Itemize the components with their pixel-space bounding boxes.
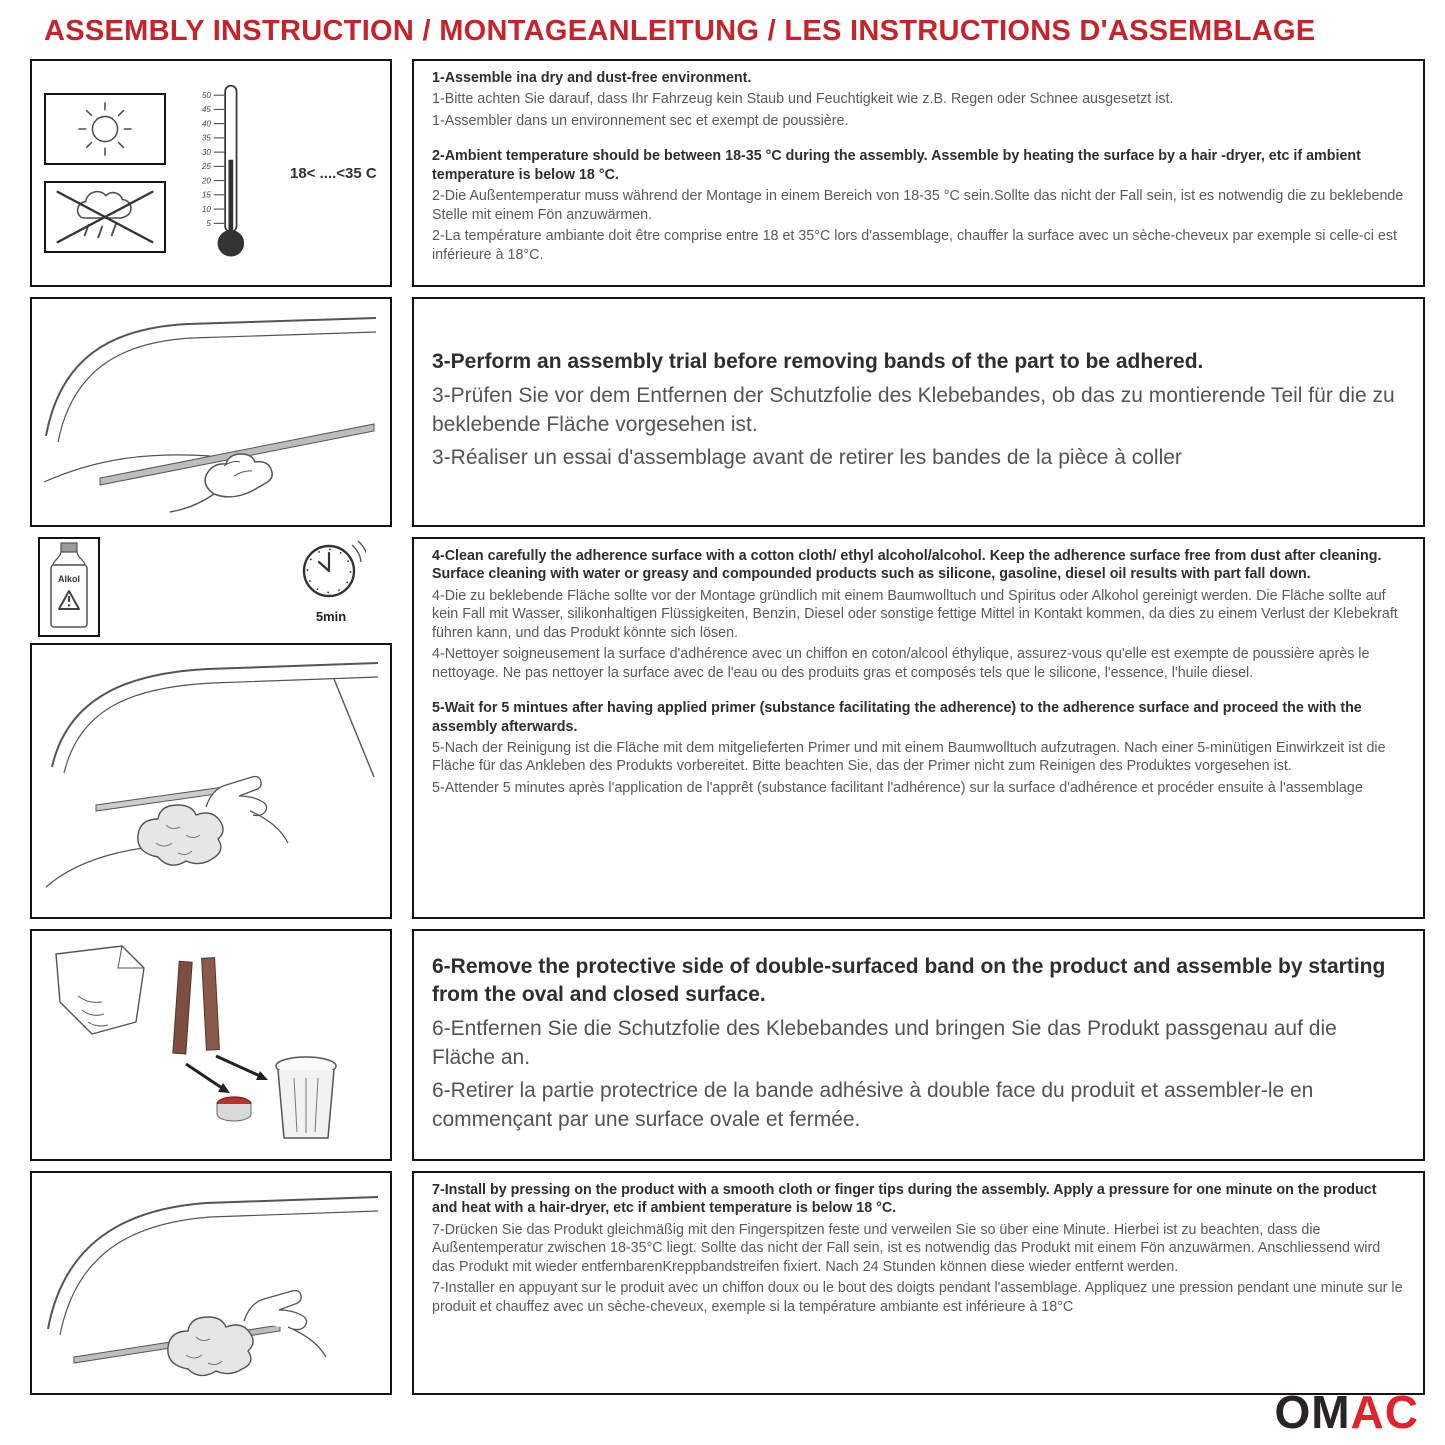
spacer: [432, 133, 1405, 147]
clock-icon: [296, 539, 366, 603]
sun-icon-box: [44, 93, 166, 165]
cleaning-supplies-header: [30, 537, 392, 643]
step-6-text-box: [412, 929, 1425, 1161]
thermometer-tick-label: 40: [201, 119, 211, 129]
step-5-fr-text: 5-Attender 5 minutes après l'application de l'apprêt (substance facilitant l'adhérence) sur la surface d'adhérence et procéder ensuite à l'assemblage: [432, 779, 1363, 796]
step-7-text-box: [412, 1171, 1425, 1395]
step-3-fr-text: 3-Réaliser un essai d'assemblage avant de retirer les bandes de la pièce à coller: [432, 446, 1182, 470]
thermometer-tick-label: 45: [201, 105, 211, 115]
sun-icon: [48, 96, 162, 162]
tape-removal-illustration-box: [30, 929, 392, 1161]
omac-logo-red-part: AC: [1350, 1386, 1419, 1438]
omac-logo-dark-part: OM: [1274, 1386, 1351, 1438]
surface-cleaning-illustration-box: [30, 643, 392, 919]
step-4-5-text-box: [412, 537, 1425, 919]
thermometer-tick-label: 15: [201, 190, 211, 200]
step-2-de-text: 2-Die Außentemperatur muss während der Montage in einem Bereich von 18-35 °C sein.Sollte das nicht der Fall sein, ist es notwendig die zu beklebende Stelle mit einem Fön anzuwärmen.: [432, 188, 1404, 223]
step-5-en-text: 5-Wait for 5 mintues after having applied primer (substance facilitating the adherence) to the adherence surface and proceed the with the assembly afterwards.: [432, 700, 1362, 735]
clock-duration-label: 5min: [315, 609, 347, 624]
thermometer-tick-label: 35: [201, 133, 211, 143]
step-3-row: [30, 297, 1425, 527]
clock-wrap: [296, 537, 366, 624]
surface-cleaning-illustration: [34, 647, 388, 915]
thermometer-tick-label: 25: [201, 162, 211, 172]
step-4-5-row: [30, 537, 1425, 919]
step-5-de-text: 5-Nach der Reinigung ist die Fläche mit dem mitgelieferten Primer und mit einem Baumwolltuch aufzutragen. Nach einer 5-minütigen Einwirkzeit ist die Fläche für das Ankleben des Produkts vorbereitet. Bitte beachten Sie, das der Primer nicht zum Reinigen des Produktes vorgesehen ist.: [432, 739, 1386, 775]
step-6-row: [30, 929, 1425, 1161]
step-6-fr-text: 6-Retirer la partie protectrice de la bande adhésive à double face du produit et assembler-le en commençant par une surface ovale et fermée.: [432, 1079, 1314, 1131]
step-7-de-text: 7-Drücken Sie das Produkt gleichmäßig mit den Fingerspitzen feste und verweilen Sie so über eine Minute. Hierbei ist zu beachten, dass die Außentemperatur zwischen 18-35°C liegt. Sollte das nicht der Fall sein, ist es notwendig das Produkt mit einem Fön anzuwärmen. Anschliessend wird das Produkt mit wieder entfernbarenKreppbandstreifen fixiert. Nach 24 Stunden können diese wieder entfernt werden.: [432, 1221, 1381, 1275]
instruction-rows: [30, 59, 1425, 1395]
alcohol-bottle-box: [38, 537, 100, 637]
temperature-range-label: 18< ....<35 C: [290, 164, 377, 182]
thermometer-tick-label: 5: [206, 219, 211, 229]
step-4-en-text: 4-Clean carefully the adherence surface with a cotton cloth/ ethyl alcohol/alcohol. Keep the adherence surface free from dust after cleaning. Surface cleaning with water or greasy and compounded products such as silicone, gasoline, diesel oil results with part fall down.: [432, 548, 1382, 583]
step-1-fr-text: 1-Assembler dans un environnement sec et exempt de poussière.: [432, 112, 849, 129]
spacer: [432, 685, 1405, 699]
thermometer-icon: [172, 76, 284, 270]
trash-can-icon: [276, 1057, 336, 1138]
page-title: ASSEMBLY INSTRUCTION / MONTAGEANLEITUNG / LES INSTRUCTIONS D'ASSEMBLAGE: [44, 15, 1316, 47]
step-7-row: [30, 1171, 1425, 1395]
step-7-en-text: 7-Install by pressing on the product with a smooth cloth or finger tips during the assembly. Apply a pressure for one minute on the product and heat with a hair-dryer, etc if ambient temperature is below 18 °C.: [432, 1182, 1377, 1217]
step-2-en-text: 2-Ambient temperature should be between 18-35 °C during the assembly. Assemble by heating the surface by a hair -dryer, etc if ambient temperature is below 18 °C.: [432, 148, 1361, 183]
pressing-illustration: [34, 1179, 388, 1387]
thermometer-tick-label: 10: [201, 204, 211, 214]
step-2-fr-text: 2-La température ambiante doit être comprise entre 18 et 35°C lors d'assemblage, chauffer la surface avec un sèche-cheveux par exemple si celle-ci est inférieure à 18°C.: [432, 228, 1397, 263]
step-3-en-text: 3-Perform an assembly trial before removing bands of the part to be adhered.: [432, 350, 1204, 374]
alcohol-bottle-icon: [43, 541, 95, 633]
trial-fit-illustration-box: [30, 297, 392, 527]
thermometer-tick-label: 20: [201, 176, 211, 186]
weather-icon-stack: [44, 93, 166, 253]
thermometer-tick-label: 50: [201, 91, 211, 101]
environment-illustration-box: [30, 59, 392, 287]
step-4-de-text: 4-Die zu beklebende Fläche sollte vor der Montage gründlich mit einem Baumwolltuch und Spiritus oder Alkohol gereinigt werden. Die Fläche sollte auf kein Fall mit Wasser, silikonhaltigen Flüssigkeiten, Benzin, Diesel oder sonstige fettige Mittel in Kontakt kommen, da dies zu einem Verlust der Klebekraft führen kann, und das Produkt könnte sich lösen.: [432, 587, 1398, 641]
step-1-2-text-box: [412, 59, 1425, 287]
rain-crossed-icon: [48, 184, 162, 250]
step-3-text-box: [412, 297, 1425, 527]
tape-removal-illustration: [34, 938, 388, 1152]
step-1-2-row: [30, 59, 1425, 287]
step-7-fr-text: 7-Installer en appuyant sur le produit avec un chiffon doux ou le bout des doigts pendant l'assemblage. Appliquez une pression pendant une minute sur le produit et chauffez avec un sèche-cheveux, exemple si la température ambiante est inférieure à 18°C: [432, 1280, 1403, 1315]
step-6-de-text: 6-Entfernen Sie die Schutzfolie des Klebebandes und bringen Sie das Produkt passgenau auf die Fläche an.: [432, 1016, 1337, 1069]
thermometer-tick-label: 30: [201, 147, 211, 157]
step-1-de-text: 1-Bitte achten Sie darauf, dass Ihr Fahrzeug kein Staub und Feuchtigkeit wie z.B. Regen oder Schnee ausgesetzt ist.: [432, 91, 1174, 108]
alcohol-bottle-label: Alkol: [57, 574, 81, 584]
step-4-fr-text: 4-Nettoyer soigneusement la surface d'adhérence avec un chiffon en coton/alcool éthylique, assurez-vous qu'elle est exempte de poussière après le nettoyage. Ne pas nettoyer la surface avec de l'eau ou des produits gras et composés tels que le silicone, l'essence, l'huile diesel.: [432, 646, 1370, 681]
cleaning-illustration-column: [30, 537, 392, 919]
omac-logo: [1274, 1385, 1419, 1439]
trial-fit-illustration: [34, 306, 388, 518]
step-6-en-text: 6-Remove the protective side of double-surfaced band on the product and assemble by starting from the oval and closed surface.: [432, 954, 1386, 1007]
step-3-de-text: 3-Prüfen Sie vor dem Entfernen der Schutzfolie des Klebebandes, ob das zu montierende Teil für die zu beklebende Fläche vorgesehen ist.: [432, 383, 1395, 436]
no-rain-icon-box: [44, 181, 166, 253]
pressing-illustration-box: [30, 1171, 392, 1395]
step-1-en-text: 1-Assemble ina dry and dust-free environment.: [432, 70, 752, 86]
